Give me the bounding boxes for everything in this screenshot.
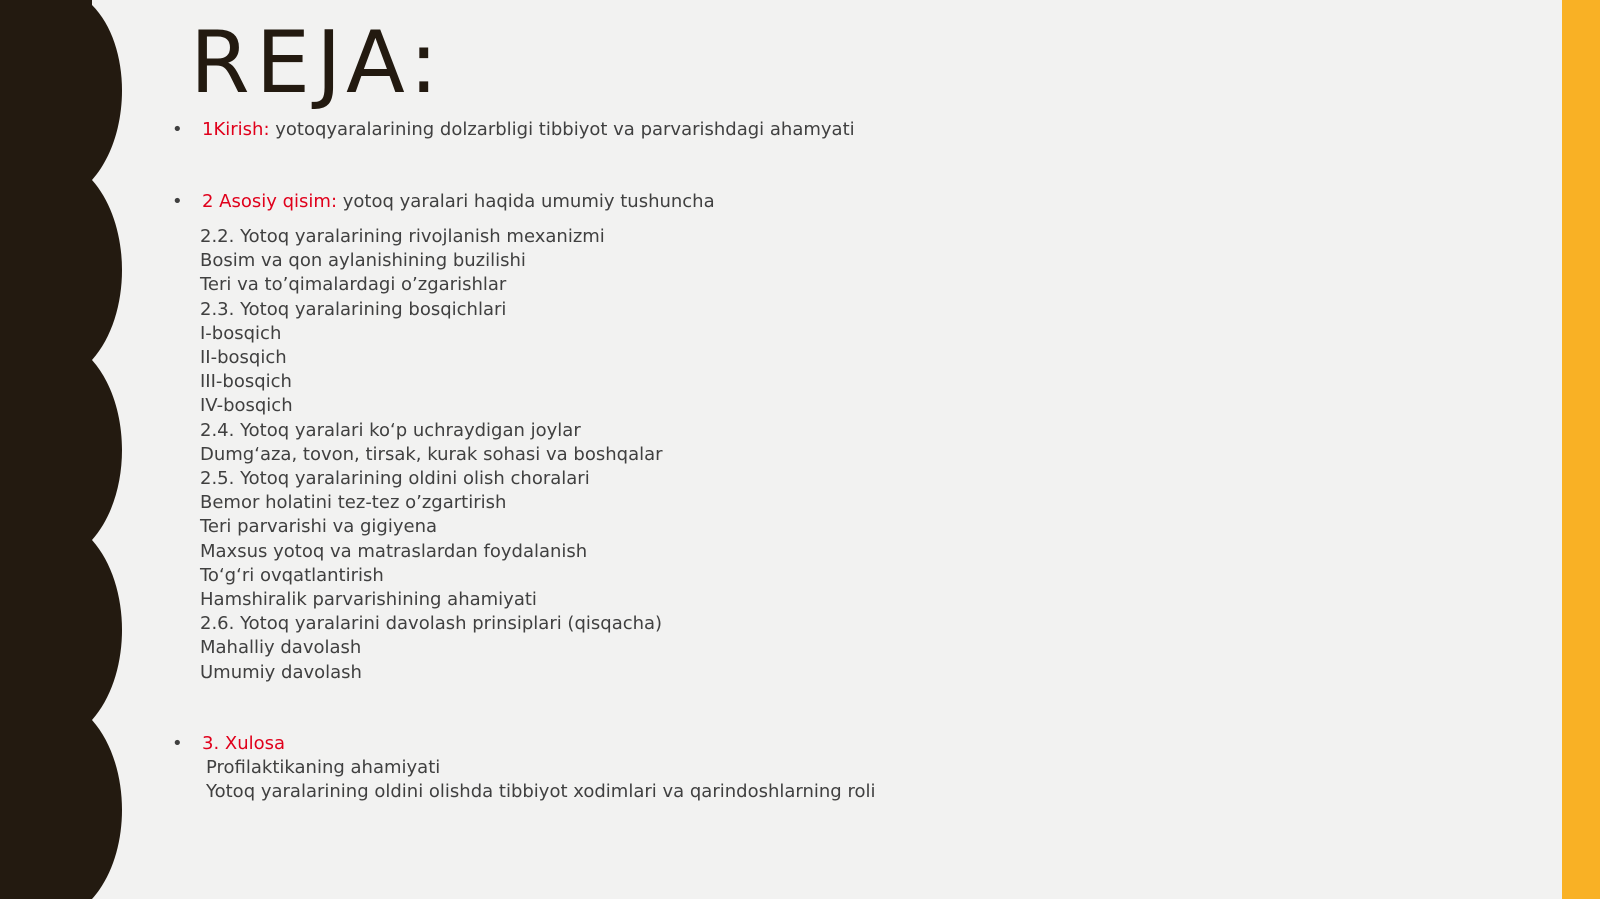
list-item: To‘g‘ri ovqatlantirish (200, 564, 384, 586)
list-item: 2.4. Yotoq yaralari ko‘p uchraydigan joylar (200, 419, 581, 441)
list-item: 2.2. Yotoq yaralarining rivojlanish mexanizmi (200, 226, 605, 247)
list-item: Yotoq yaralarining oldini olishda tibbiyot xodimlari va qarindoshlarning roli (206, 781, 876, 802)
section-intro (172, 118, 855, 142)
section-intro-label: 1Kirish: (202, 119, 270, 140)
bullet: • (172, 733, 183, 754)
left-wavy-band (0, 0, 130, 899)
list-item: Bemor holatini tez-tez o’zgartirish (200, 492, 507, 514)
section-main-items (200, 225, 663, 685)
list-item: Umumiy davolash (200, 661, 362, 683)
section-main-label: 2 Asosiy qisim: (202, 191, 338, 212)
list-item: Teri va to’qimalardagi o’zgarishlar (200, 274, 507, 296)
list-item: Teri parvarishi va gigiyena (200, 516, 438, 538)
list-item: Maxsus yotoq va matraslardan foydalanish (200, 540, 588, 562)
list-item: 2.3. Yotoq yaralarining bosqichlari (200, 298, 507, 320)
section-conclusion (172, 732, 285, 756)
section-conclusion-items (206, 756, 875, 804)
right-accent-band (1562, 0, 1600, 899)
section-intro-text: yotoqyaralarining dolzarbligi tibbiyot va parvarishdagi ahamyati (269, 119, 855, 140)
list-item: III-bosqich (200, 371, 292, 393)
section-main (172, 190, 715, 214)
list-item: Profilaktikaning ahamiyati (206, 757, 441, 778)
bullet: • (172, 119, 183, 140)
list-item: 2.6. Yotoq yaralarini davolash prinsiplari (qisqacha) (200, 613, 663, 635)
list-item: I-bosqich (200, 322, 282, 344)
list-item: Hamshiralik parvarishining ahamiyati (200, 589, 537, 611)
list-item: Mahalliy davolash (200, 637, 362, 659)
slide-title: REJA: (190, 13, 445, 113)
section-conclusion-label: 3. Xulosa (202, 733, 286, 754)
list-item: Bosim va qon aylanishining buzilishi (200, 250, 526, 272)
section-main-text: yotoq yaralari haqida umumiy tushuncha (337, 191, 715, 212)
bullet: • (172, 191, 183, 212)
list-item: 2.5. Yotoq yaralarining oldini olish choralari (200, 468, 590, 490)
list-item: Dumg‘aza, tovon, tirsak, kurak sohasi va boshqalar (200, 443, 663, 465)
list-item: IV-bosqich (200, 395, 293, 417)
list-item: II-bosqich (200, 347, 287, 369)
